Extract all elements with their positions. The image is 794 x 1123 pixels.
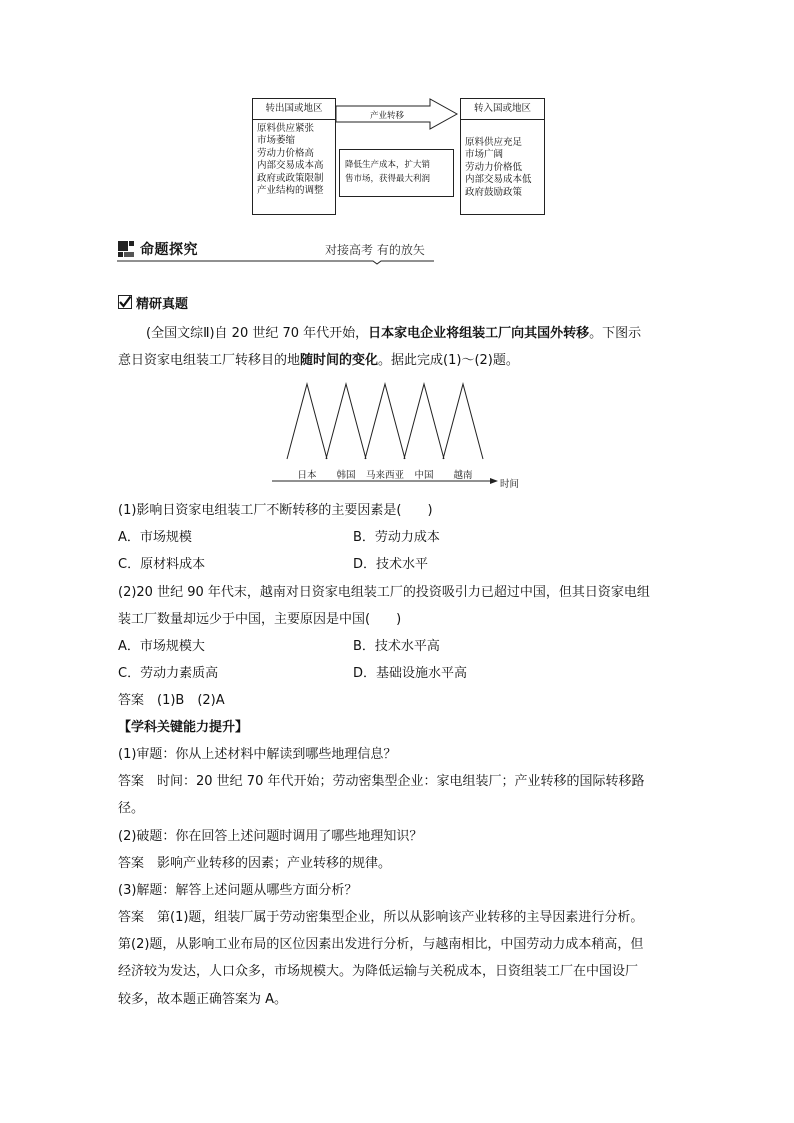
q2-option-d: D．基础设施水平高 [353, 666, 468, 681]
chart-x-axis-label: 时间 [500, 479, 520, 490]
ability-a2: 答案 影响产业转移的因素；产业转移的规律。 [118, 856, 392, 871]
transfer-purpose-box [339, 149, 454, 197]
section-underline [117, 257, 435, 265]
source-item: 产业结构的调整 [257, 185, 324, 197]
target-item: 内部交易成本低 [465, 174, 532, 186]
q2-option-a: A．市场规模大 [118, 639, 205, 654]
source-region-title: 转出国或地区 [253, 99, 335, 120]
ability-q1: (1)审题：你从上述材料中解读到哪些地理信息？ [118, 747, 397, 762]
subsection-title: 精研真题 [136, 297, 189, 312]
q1-option-c: C．原材料成本 [118, 557, 206, 572]
intro-text: 意日资家电组装工厂转移目的地 [118, 353, 301, 368]
ability-a3-line2: 第(2)题，从影响工业布局的区位因素出发进行分析，与越南相比，中国劳动力成本稍高，但 [118, 937, 644, 952]
destination-label: 马来西亚 [365, 470, 404, 481]
ability-a1-line2: 径。 [118, 801, 145, 816]
q2-option-c: C．劳动力素质高 [118, 666, 219, 681]
target-item: 政府鼓励政策 [465, 186, 523, 198]
section-block-icon [118, 241, 134, 257]
purpose-line: 降低生产成本，扩大销 [345, 160, 431, 170]
destination-label: 韩国 [336, 470, 356, 481]
ability-a3-line3: 经济较为发达，人口众多，市场规模大。为降低运输与关税成本，日资组装工厂在中国设厂 [118, 964, 639, 979]
source-region-list [257, 123, 324, 197]
intro-text: (全国文综Ⅱ)自 20 世纪 70 年代开始， [146, 326, 369, 341]
transfer-arrow-label: 产业转移 [370, 111, 405, 121]
ability-a3-line4: 较多，故本题正确答案为 A。 [118, 992, 288, 1007]
target-item: 劳动力价格低 [465, 161, 523, 173]
source-item: 原料供应紧张 [257, 123, 315, 134]
target-region-title: 转入国或地区 [461, 99, 544, 120]
chart-category-labels [270, 378, 530, 490]
q2-stem-line1: (2)20 世纪 90 年代末，越南对日资家电组装工厂的投资吸引力已超过中国，但其日资家电组 [118, 585, 650, 600]
q2-stem-line2: 装工厂数量却远少于中国，主要原因是中国( ) [118, 612, 402, 627]
q1-option-b: B．劳动力成本 [353, 530, 440, 545]
intro-text: 。据此完成(1)～(2)题。 [378, 353, 519, 368]
section-subtitle: 对接高考 有的放矢 [325, 243, 425, 257]
intro-text: 。下图示 [589, 326, 642, 341]
destination-label: 越南 [453, 470, 473, 481]
source-region-box [252, 98, 336, 215]
q2-option-b: B．技术水平高 [353, 639, 440, 654]
source-item: 劳动力价格高 [257, 147, 315, 159]
ability-title: 【学科关键能力提升】 [118, 720, 249, 735]
intro-emphasis: 随时间的变化 [300, 353, 379, 368]
q1-stem: (1)影响日资家电组装工厂不断转移的主要因素是( ) [118, 503, 433, 518]
section-title: 命题探究 [140, 242, 198, 258]
purpose-line: 售市场，获得最大利润 [345, 174, 431, 184]
ability-q2: (2)破题：你在回答上述问题时调用了哪些地理知识？ [118, 829, 423, 844]
target-item: 原料供应充足 [465, 137, 523, 148]
ability-a3-line1: 答案 第(1)题，组装厂属于劳动密集型企业，所以从影响该产业转移的主导因素进行分析。 [118, 910, 644, 925]
destination-label: 日本 [297, 470, 317, 481]
target-region-list [465, 137, 532, 199]
target-item: 市场广阔 [465, 149, 504, 161]
q1-option-d: D．技术水平 [353, 557, 429, 572]
destination-label: 中国 [414, 470, 434, 481]
source-item: 政府或政策限制 [257, 172, 324, 184]
source-item: 市场萎缩 [257, 135, 296, 147]
checkbox-checked-icon [118, 295, 132, 309]
source-item: 内部交易成本高 [257, 160, 324, 172]
question-intro-line2 [118, 351, 678, 371]
ability-a1-line1: 答案 时间：20 世纪 70 年代开始；劳动密集型企业：家电组装厂；产业转移的国际转移路 [118, 774, 645, 789]
target-region-box [460, 98, 545, 215]
question-intro-line1 [146, 324, 706, 344]
ability-q3: (3)解题：解答上述问题从哪些方面分析？ [118, 883, 358, 898]
intro-emphasis: 日本家电企业将组装工厂向其国外转移 [368, 326, 590, 341]
q1-option-a: A．市场规模 [118, 530, 192, 545]
answer-line: 答案 (1)B (2)A [118, 693, 225, 708]
